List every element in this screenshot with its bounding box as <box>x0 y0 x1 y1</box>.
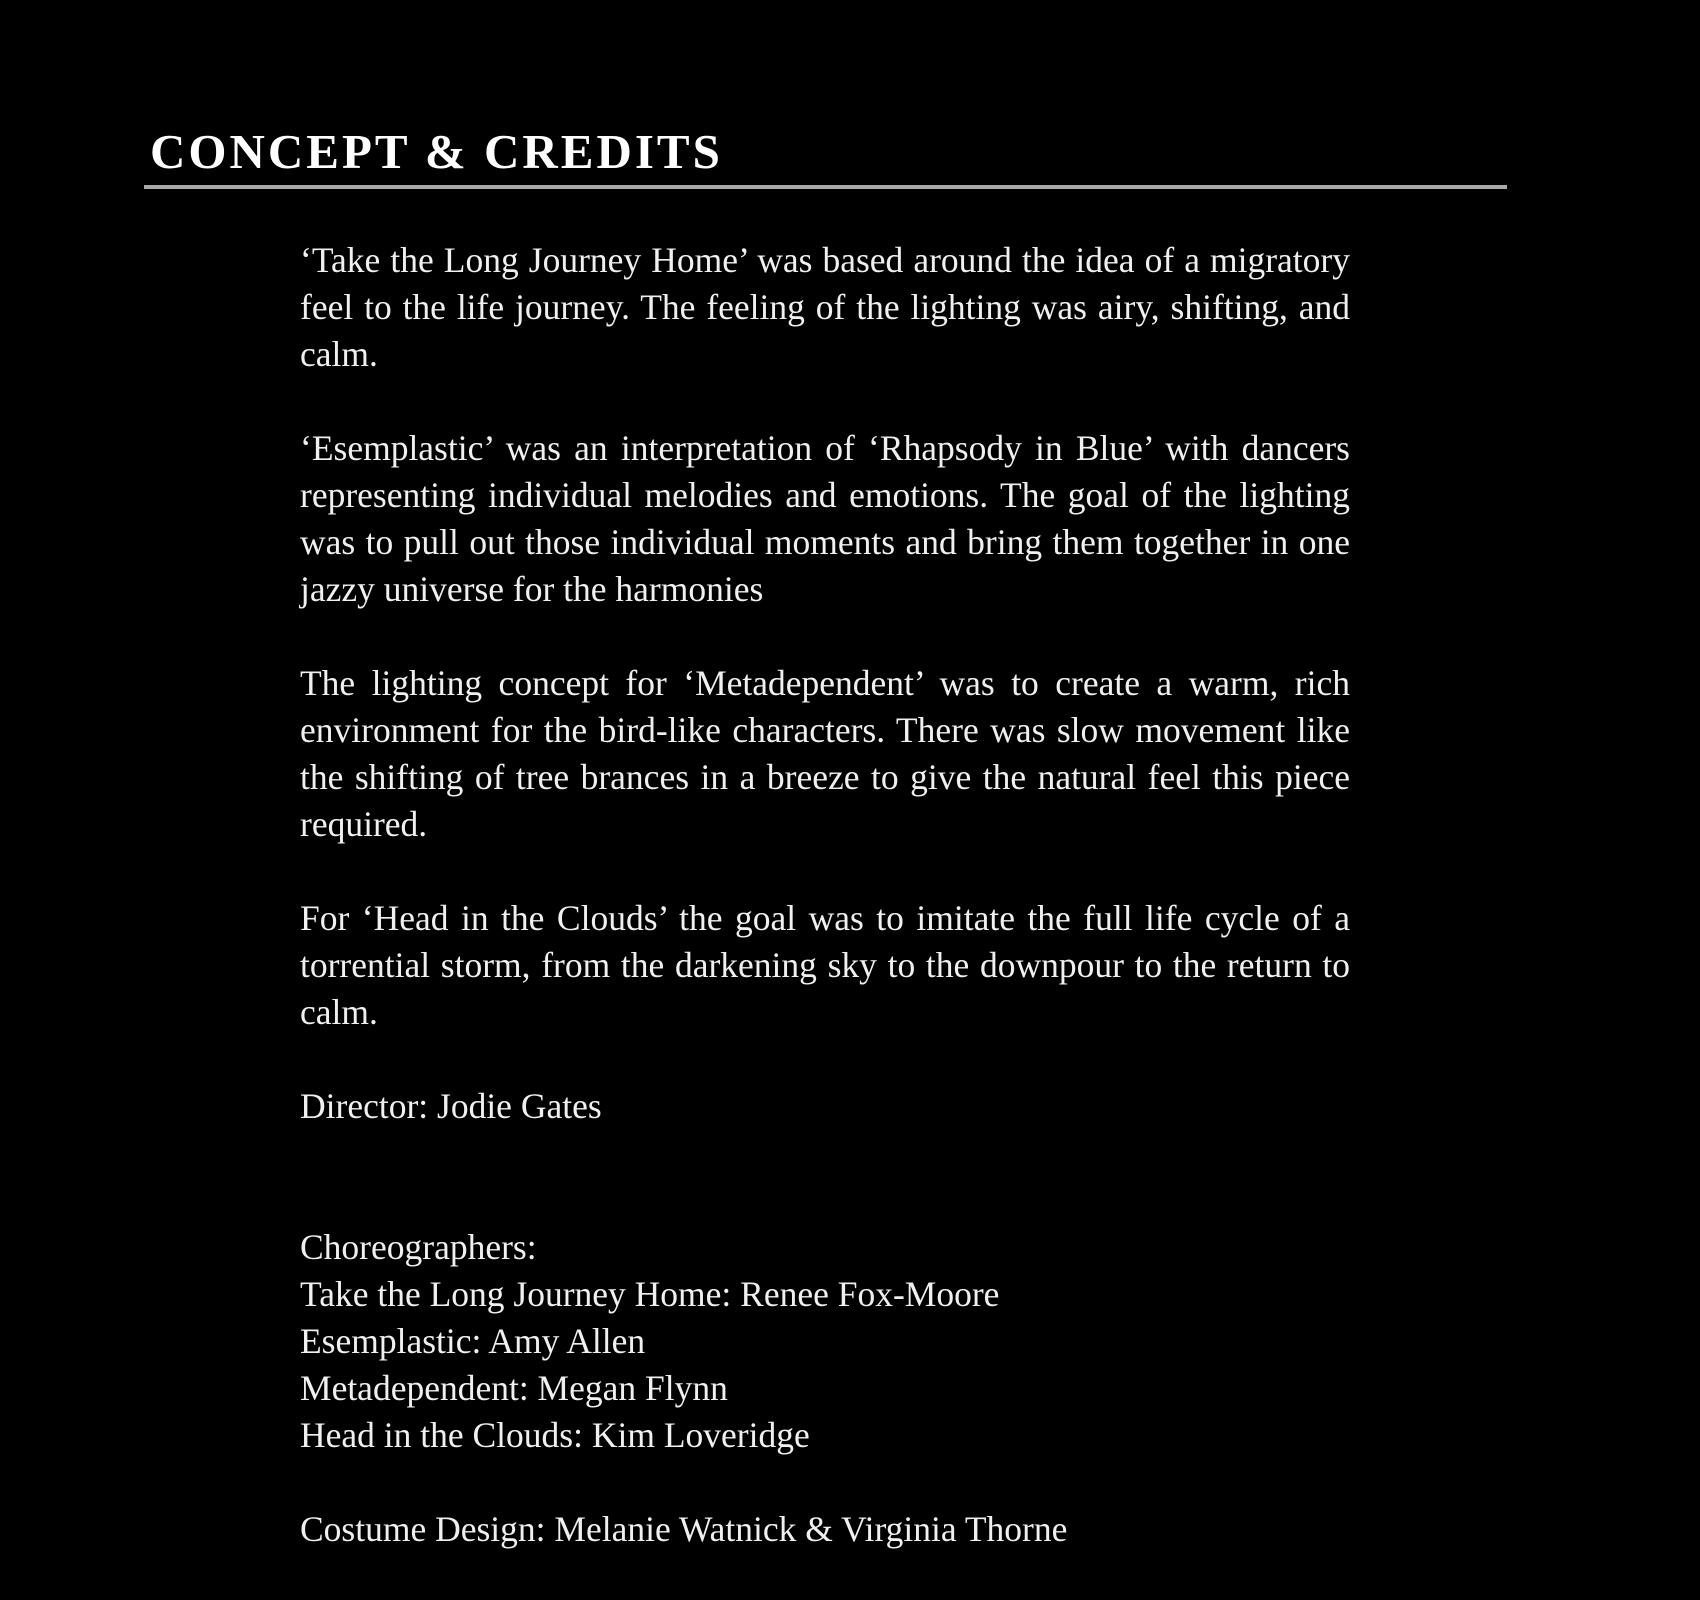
director-credit: Director: Jodie Gates <box>300 1086 602 1126</box>
concept-paragraph-head-in-clouds: For ‘Head in the Clouds’ the goal was to imitate the full life cycle of a torrential storm, from the darkening sky to the downpour to the return to calm. <box>300 898 1350 1032</box>
body-text <box>300 237 1350 1600</box>
choreographer-entry: Head in the Clouds: Kim Loveridge <box>300 1415 810 1455</box>
choreographer-entry: Esemplastic: Amy Allen <box>300 1321 646 1361</box>
choreographers-label: Choreographers: <box>300 1227 537 1267</box>
concept-paragraph-journey-home: ‘Take the Long Journey Home’ was based around the idea of a migratory feel to the life journey. The feeling of the lighting was airy, shifting, and calm. <box>300 240 1350 374</box>
choreographer-entry: Metadependent: Megan Flynn <box>300 1368 728 1408</box>
page-title: CONCEPT & CREDITS <box>150 124 723 179</box>
concept-paragraph-esemplastic: ‘Esemplastic’ was an interpretation of ‘Rhapsody in Blue’ with dancers representing individual melodies and emotions. The goal of the lighting was to pull out those individual moments and bring them together in one jazzy universe for the harmonies <box>300 428 1350 609</box>
costume-design-credit: Costume Design: Melanie Watnick & Virginia Thorne <box>300 1509 1068 1549</box>
concept-paragraph-metadependent: The lighting concept for ‘Metadependent’ was to create a warm, rich environment for the bird-like characters. There was slow movement like the shifting of tree brances in a breeze to give the natural feel this piece required. <box>300 663 1350 844</box>
heading-divider <box>144 185 1507 189</box>
choreographer-entry: Take the Long Journey Home: Renee Fox-Moore <box>300 1274 1000 1314</box>
choreographers-list <box>300 1224 1350 1459</box>
